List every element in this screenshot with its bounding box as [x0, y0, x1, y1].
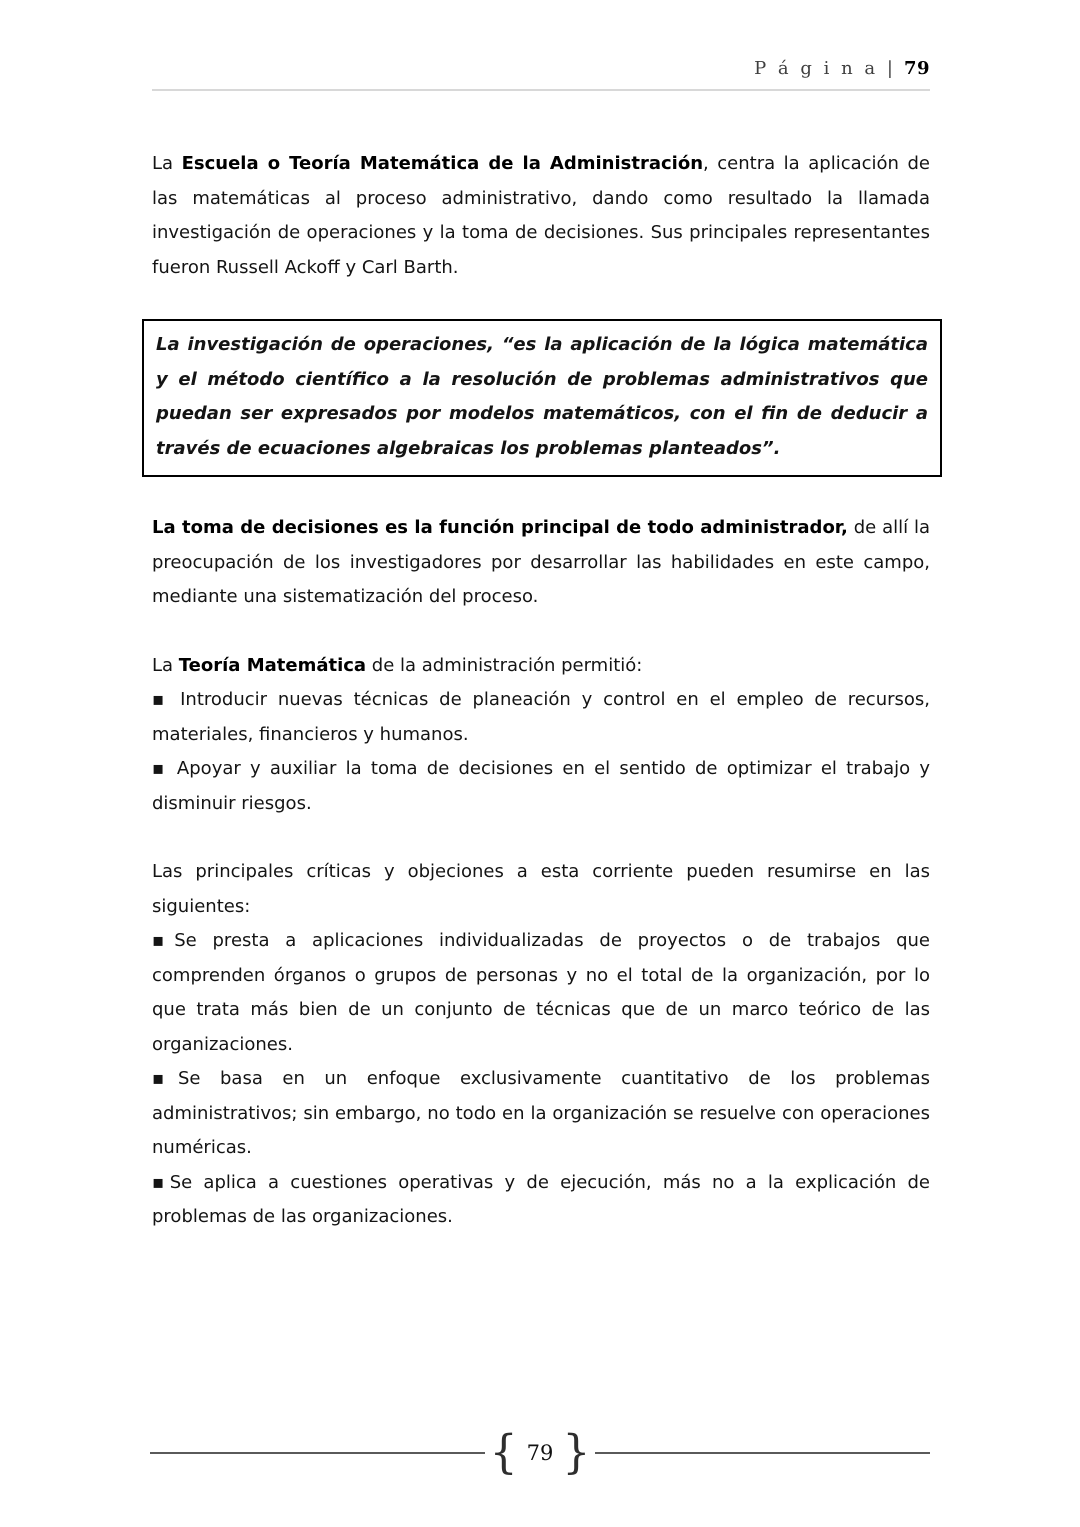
paragraph-teoria-lead: La — [152, 654, 179, 676]
paragraph-criticas: Las principales críticas y objeciones a esta corriente pueden resumirse en las siguientes: — [152, 861, 930, 917]
bullet-item-4: ▪Se basa en un enfoque exclusivamente cuantitativo de los problemas administrativos; sin embargo, no todo en la organización se resuelve con operaciones numéricas. — [152, 1068, 930, 1158]
paragraph-decisiones-rest: de allí la preocupación de los investigadores por desarrollar las habilidades en este campo, mediante una sistematización del proceso. — [152, 517, 931, 607]
footer-rule-left — [150, 1452, 485, 1454]
document-content — [152, 147, 930, 1235]
quote-text: La investigación de operaciones, “es la aplicación de la lógica matemática y el método científico a la resolución de problemas administrativos que puedan ser expresados por modelos matemáticos, con el fin de deducir a través de ecuaciones algebraicas los problemas planteados”. — [156, 334, 928, 459]
quote-box — [142, 319, 942, 477]
page-footer — [150, 1425, 930, 1480]
paragraph-intro-bold: Escuela o Teoría Matemática de la Administración — [181, 153, 704, 174]
paragraph-teoria — [152, 649, 930, 684]
page-header — [152, 58, 930, 79]
right-brace-ornament-icon: } — [562, 1425, 591, 1480]
bullet-item-3: ▪Se presta a aplicaciones individualizadas de proyectos o de trabajos que comprenden órganos o grupos de personas y no el total de la organización, por lo que trata más bien de un conjunto de técnicas que de un marco teórico de las organizaciones. — [152, 930, 930, 1055]
paragraph-teoria-bold: Teoría Matemática — [178, 654, 367, 676]
footer-rule-right — [595, 1452, 930, 1454]
footer-page-number: 79 — [526, 1441, 554, 1465]
bullet-item-1: ▪ Introducir nuevas técnicas de planeación y control en el empleo de recursos, materiales, financieros y humanos. — [152, 689, 930, 745]
header-rule — [152, 89, 930, 91]
paragraph-intro-rest: , centra la aplicación de las matemáticas al proceso administrativo, dando como resultado la llamada investigación de operaciones y la toma de decisiones. Sus principales representantes fueron Russell Ackoff y Carl Barth. — [152, 153, 930, 278]
bullet-item-2: ▪ Apoyar y auxiliar la toma de decisiones en el sentido de optimizar el trabajo y disminuir riesgos. — [152, 758, 930, 814]
header-page-number: 79 — [903, 58, 930, 79]
paragraph-intro — [152, 147, 930, 285]
paragraph-intro-lead: La — [152, 153, 182, 174]
paragraph-teoria-rest: de la administración permitió: — [366, 654, 643, 676]
header-page-label: P á g i n a | — [754, 58, 896, 79]
left-brace-ornament-icon: { — [489, 1425, 518, 1480]
paragraph-decisiones-bold: La toma de decisiones es la función principal de todo administrador, — [152, 517, 848, 538]
bullet-item-5: ▪Se aplica a cuestiones operativas y de ejecución, más no a la explicación de problemas de las organizaciones. — [152, 1171, 930, 1227]
paragraph-decisiones — [152, 511, 930, 615]
